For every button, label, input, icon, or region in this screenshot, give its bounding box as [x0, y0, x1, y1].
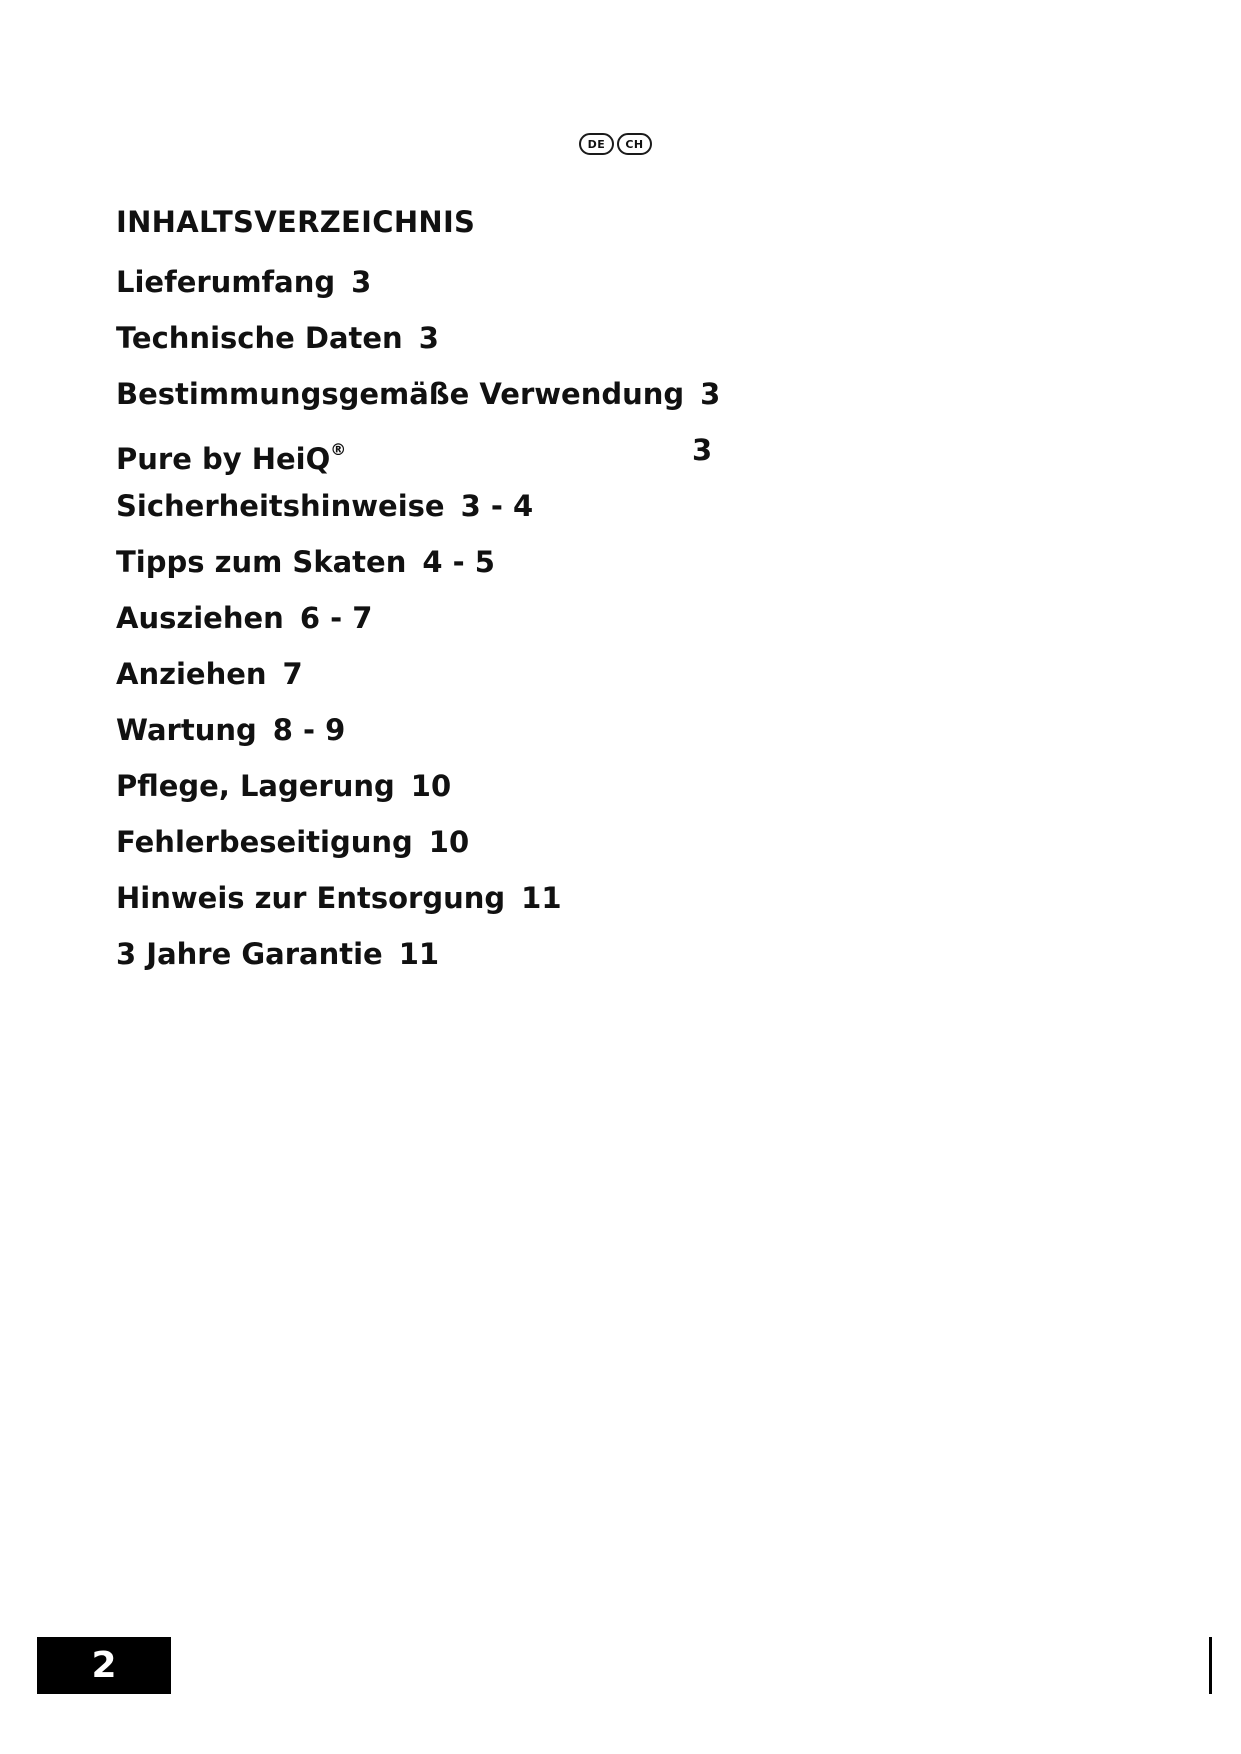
toc-item-pflege-lagerung[interactable] [116, 766, 720, 822]
toc-item-label: Hinweis zur Entsorgung [116, 881, 506, 915]
page-number: 2 [37, 1637, 171, 1694]
toc-item-label: Technische Daten [116, 321, 403, 355]
toc-item-page: 11 [521, 881, 562, 915]
page-edge-marker [1209, 1637, 1212, 1694]
toc-item-page: 11 [398, 937, 440, 971]
toc-item-lieferumfang[interactable] [116, 262, 720, 318]
toc-item-label: Fehlerbeseitigung [116, 825, 413, 859]
toc-item-ausziehen[interactable] [116, 598, 720, 654]
toc-item-label: Lieferumfang [116, 265, 336, 299]
toc-item-label: Bestimmungsgemäße Verwendung [116, 377, 685, 411]
toc-item-page: 10 [410, 769, 452, 803]
toc-item-page: 3 [418, 321, 439, 355]
toc-item-label: Tipps zum Skaten [116, 545, 407, 579]
toc-item-page: 3 [700, 377, 721, 411]
toc-item-wartung[interactable] [116, 710, 720, 766]
toc-item-label: Wartung [116, 713, 257, 747]
table-of-contents [116, 262, 720, 990]
country-badge-ch: CH [617, 133, 652, 155]
toc-item-label: Sicherheitshinweise [116, 489, 445, 523]
toc-item-anziehen[interactable] [116, 654, 720, 710]
toc-title: INHALTSVERZEICHNIS [116, 205, 476, 239]
toc-item-hinweis-zur-entsorgung[interactable] [116, 878, 720, 934]
toc-item-page: 3 - 4 [460, 489, 534, 523]
toc-item-label: 3 Jahre Garantie [116, 937, 383, 971]
toc-item-bestimmungsgemaesse-verwendung[interactable] [116, 374, 720, 430]
toc-item-fehlerbeseitigung[interactable] [116, 822, 720, 878]
country-badges [579, 133, 652, 155]
toc-item-page: 3 [351, 265, 372, 299]
toc-item-label: Ausziehen [116, 601, 284, 635]
toc-item-page: 4 - 5 [422, 545, 495, 579]
toc-item-label: Pure by HeiQ [116, 442, 331, 476]
toc-item-sicherheitshinweise[interactable] [116, 486, 720, 542]
toc-item-page: 10 [428, 825, 470, 859]
toc-item-page: 7 [282, 657, 303, 691]
toc-item-pure-by-heiq[interactable] [116, 430, 720, 486]
country-badge-de: DE [579, 133, 614, 155]
toc-item-label: Pflege, Lagerung [116, 769, 395, 803]
toc-item-technische-daten[interactable] [116, 318, 720, 374]
toc-item-label: Anziehen [116, 657, 267, 691]
toc-item-page: 3 [692, 433, 713, 467]
toc-item-page: 8 - 9 [272, 713, 346, 747]
registered-mark: ® [330, 440, 347, 459]
toc-item-tipps-zum-skaten[interactable] [116, 542, 720, 598]
toc-item-3-jahre-garantie[interactable] [116, 934, 720, 990]
toc-item-page: 6 - 7 [299, 601, 373, 635]
